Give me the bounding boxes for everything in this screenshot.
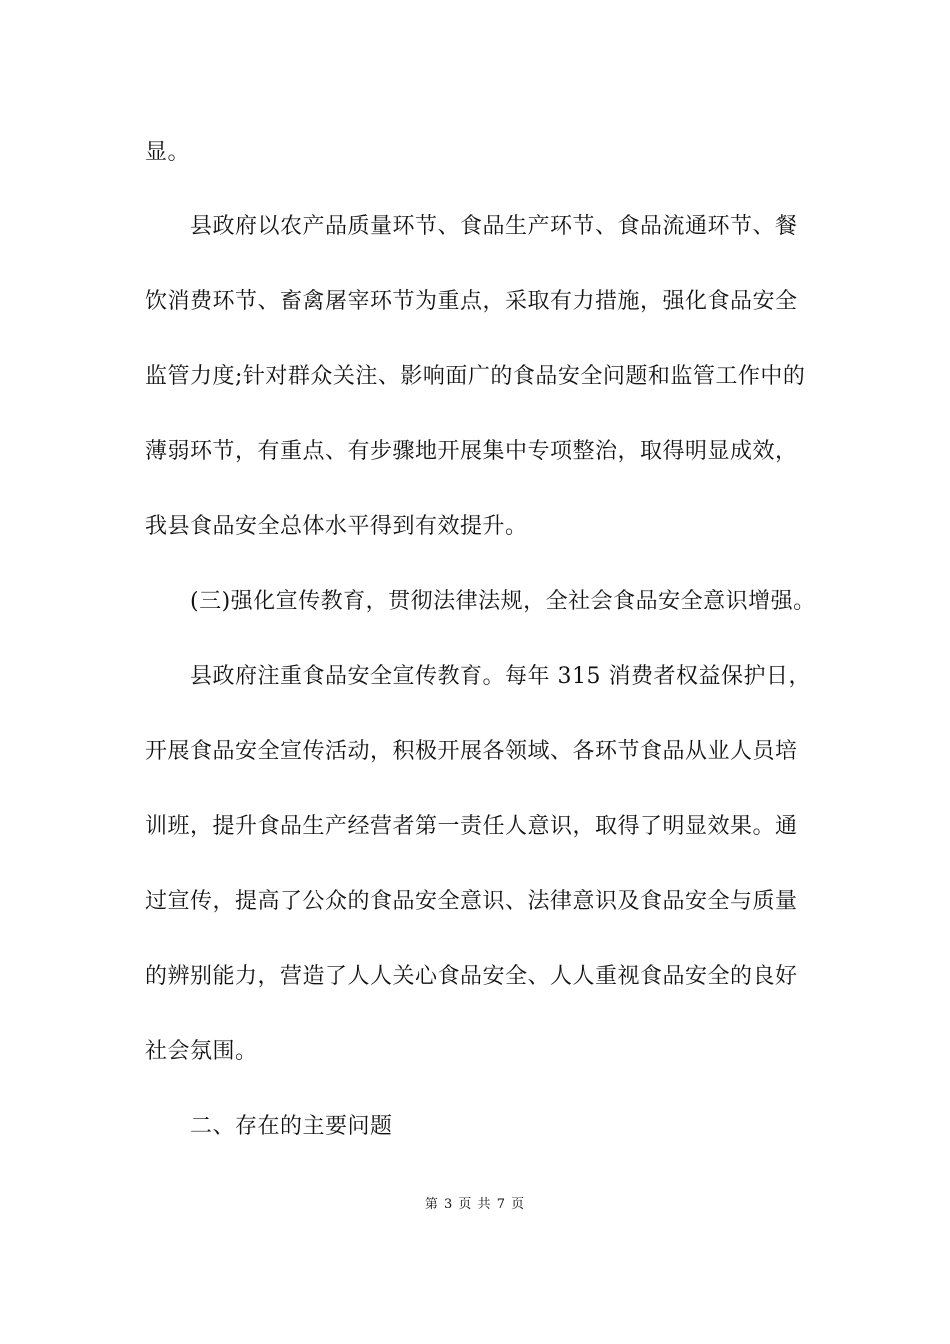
- page-footer: 第 3 页 共 7 页: [424, 1197, 526, 1212]
- paragraph-line: 我县食品安全总体水平得到有效提升。: [145, 514, 528, 539]
- section-heading: (三)强化宣传教育，贯彻法律法规，全社会食品安全意识增强。: [190, 589, 816, 614]
- paragraph-line: 饮消费环节、畜禽屠宰环节为重点，采取有力措施，强化食品安全: [145, 289, 798, 314]
- paragraph-line: 县政府以农产品质量环节、食品生产环节、食品流通环节、餐: [190, 214, 798, 239]
- paragraph-line: 的辨别能力，营造了人人关心食品安全、人人重视食品安全的良好: [145, 964, 798, 989]
- paragraph-line: 开展食品安全宣传活动，积极开展各领域、各环节食品从业人员培: [145, 739, 798, 764]
- paragraph-line: 显。: [145, 140, 191, 165]
- paragraph-line: 薄弱环节，有重点、有步骤地开展集中专项整治，取得明显成效，: [145, 439, 798, 464]
- paragraph-line: 社会氛围。: [145, 1039, 258, 1064]
- paragraph-line: 县政府注重食品安全宣传教育。每年 315 消费者权益保护日，: [190, 664, 811, 689]
- paragraph-line: 训班，提升食品生产经营者第一责任人意识，取得了明显效果。通: [145, 814, 798, 839]
- paragraph-line: 过宣传，提高了公众的食品安全意识、法律意识及食品安全与质量: [145, 889, 798, 914]
- paragraph-line: 监管力度;针对群众关注、影响面广的食品安全问题和监管工作中的: [145, 364, 806, 389]
- section-heading: 二、存在的主要问题: [190, 1114, 393, 1139]
